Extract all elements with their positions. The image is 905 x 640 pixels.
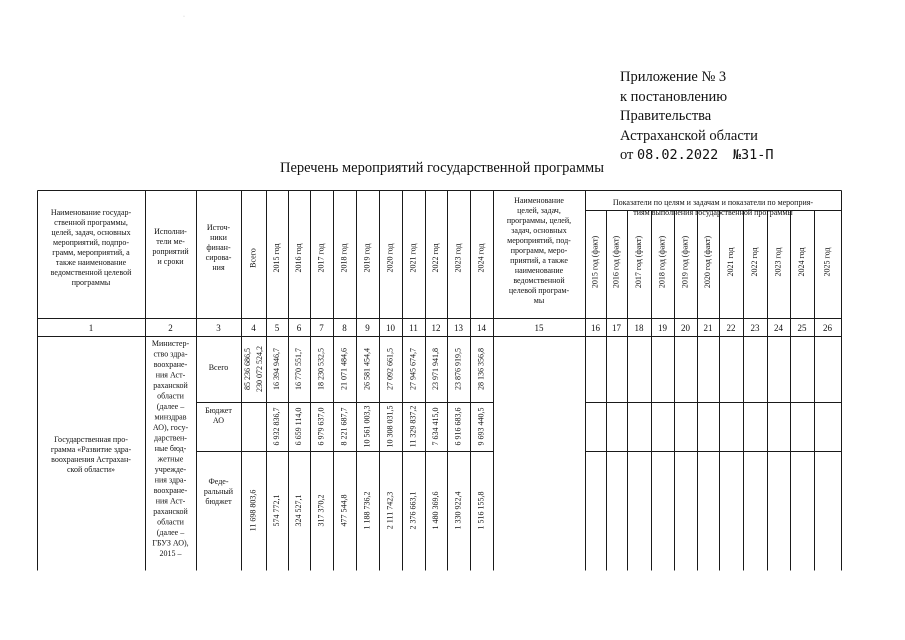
column-number: 20 [681,323,690,333]
header-funding-source: финан- [206,243,231,252]
appendix-number: №31-П [732,147,774,163]
header-finance-year: 2021 год [408,243,418,273]
program-name-text: Государственная про- [54,435,128,444]
column-number: 3 [216,323,221,333]
finance-value: 1 480 369,6 [430,491,440,530]
finance-value: 23 876 919,5 [453,348,463,390]
appendix-date-line [620,146,773,166]
column-number: 24 [774,323,783,333]
header-program-name: программы [71,278,111,287]
program-table [37,190,842,571]
executors-text: воохране- [153,360,188,369]
header-program-name: грамм, мероприятий, а [52,248,130,257]
program-name-text: ской области» [66,465,116,474]
executors-text: ния Аст- [155,496,186,506]
executors-text: области [157,391,184,401]
program-name-text: воохранения Астрахан- [51,455,131,464]
header-finance-year: 2023 год [453,243,463,273]
finance-value: 16 770 551,7 [293,348,303,390]
finance-value: 1 188 736,2 [362,491,372,530]
column-number: 25 [797,323,807,333]
finance-value: 28 136 356,8 [476,348,486,390]
header-executors: Исполни- [154,227,187,236]
finance-value: 317 370,2 [316,494,326,527]
funding-source-label: ральный [203,487,234,496]
table-grid [37,190,842,571]
finance-value: 2 376 663,1 [408,491,418,530]
program-name-text: грамма «Развитие здра- [50,445,132,454]
finance-value: 9 693 440,5 [476,407,486,446]
header-funding-source: ния [212,263,225,272]
executors-text: (далее – [156,528,185,537]
executors-text: дарствен- [154,433,187,443]
header-indicator-year: 2025 год [822,247,832,277]
column-number: 5 [274,323,280,333]
header-program-name: Наименование государ- [50,208,132,217]
funding-source-label: Феде- [208,477,229,486]
column-number: 6 [296,323,302,333]
executors-text: области [157,517,184,527]
header-indicator-year: 2022 год [749,247,759,277]
header-program-name: ственной программы, [54,218,128,227]
finance-value: 16 394 946,7 [271,348,281,390]
funding-source-label: Бюджет [205,406,232,415]
header-goals-name: Наименование [514,196,564,205]
funding-source-label: бюджет [205,497,232,506]
header-finance-year: 2017 год [316,243,326,273]
finance-value: 1 516 155,8 [476,491,486,530]
executors-text: 2015 – [159,549,182,558]
header-indicator-year: 2024 год [796,247,806,277]
executors-text: минздрав [154,412,187,422]
column-number: 2 [168,323,173,333]
header-indicator-year: 2015 год (факт) [590,235,600,289]
header-goals-name: ведомственной [513,276,565,285]
header-indicator-year: 2021 год [725,247,735,277]
document-title: Перечень мероприятий государственной программы [280,160,604,176]
column-number: 8 [342,323,347,333]
finance-value: 6 659 114,0 [293,407,303,446]
executors-text: АО), госу- [152,423,189,432]
executors-text: (далее – [156,402,185,411]
column-number: 26 [823,323,832,333]
header-funding-source: сирова- [205,253,232,262]
header-goals-name: целей, задач, [517,206,561,215]
finance-value: 477 544,8 [339,494,349,527]
column-number: 23 [750,323,760,333]
header-goals-name: целевой програм- [508,286,570,295]
executors-text: раханской [153,381,188,390]
header-goals-name: программ, меро- [510,246,568,255]
header-executors: роприятий [152,247,189,256]
header-finance-year: 2022 год [430,243,440,273]
column-number: 4 [251,323,256,333]
finance-value: 6 916 683,6 [453,407,463,446]
header-indicator-year: 2016 год (факт) [611,235,621,289]
header-goals-name: наименование [514,266,564,275]
finance-value: 23 971 941,8 [430,348,440,390]
header-goals-name: мы [533,296,545,305]
header-goals-name: программы, целей, [506,216,572,225]
header-finance-year: 2024 год [476,243,486,273]
column-number: 7 [319,323,324,333]
finance-value: 18 230 532,5 [316,348,326,390]
finance-value: 230 072 524,2 [254,346,264,392]
column-number: 22 [726,323,736,333]
column-number: 21 [703,323,713,333]
header-executors: тели ме- [156,237,185,246]
header-program-name: целей, задач, основных [51,228,131,237]
header-goals-name: мероприятий, под- [507,236,571,245]
header-indicator-year: 2020 год (факт) [702,235,712,289]
header-finance-year: 2018 год [339,243,349,273]
column-number: 14 [477,323,486,333]
executors-text: Министер- [151,339,190,348]
appendix-line-3: Правительства [620,108,712,124]
header-funding-source: Источ- [206,223,231,232]
column-number: 11 [409,323,418,333]
executors-text: ство здра- [153,349,188,359]
column-number: 12 [431,323,441,333]
finance-value: 11 329 837,2 [408,405,418,448]
finance-value: 8 221 687,7 [339,407,349,446]
appendix-line-4: Астраханской области [620,127,758,144]
finance-value: 6 932 836,7 [271,407,281,446]
appendix-line-2: к постановлению [620,88,728,105]
finance-value: 7 634 415,0 [430,407,440,446]
executors-text: ные бюд- [154,444,187,453]
finance-value: 10 561 003,3 [362,405,372,448]
header-funding-source: ники [210,233,227,242]
executors-text: воохране- [153,486,188,495]
column-number: 15 [534,323,544,333]
finance-value: 21 071 484,6 [339,348,349,390]
header-indicators: тиям выполнения государственной программы [633,208,793,217]
header-finance-year: 2016 год [293,243,303,273]
header-indicator-year: 2017 год (факт) [633,235,643,289]
executors-text: ГБУЗ АО), [152,538,189,548]
header-finance-year: Всего [248,248,258,268]
column-number: 19 [658,323,667,333]
finance-value: 324 527,1 [293,494,303,527]
header-goals-name: приятий, а также [510,256,568,265]
header-finance-year: 2020 год [385,243,395,273]
finance-value: 27 945 674,7 [408,348,418,390]
finance-value: 85 236 686,5 [242,348,252,390]
column-number: 1 [88,323,94,333]
finance-value: 26 581 454,4 [362,348,372,390]
executors-text: ния здра- [154,475,187,485]
column-number: 10 [386,323,395,333]
header-goals-name: задач, основных [511,226,567,235]
appendix-date-prefix: от [620,147,634,163]
executors-text: раханской [153,507,188,516]
finance-value: 6 979 637,0 [316,407,326,446]
header-finance-year: 2015 год [271,243,281,273]
finance-value: 2 111 742,3 [385,491,395,530]
executors-text: учрежде- [154,465,187,474]
funding-source-label: Всего [208,363,229,372]
header-program-name: также наименование [55,258,127,267]
finance-value: 574 772,1 [271,494,281,527]
appendix-block [620,68,773,166]
appendix-line-1: Приложение № 3 [620,69,727,85]
header-program-name: ведомственной целевой [50,268,132,277]
header-program-name: мероприятий, подпро- [53,238,129,247]
header-indicator-year: 2018 год (факт) [657,235,667,289]
executors-text: ния Аст- [155,370,186,380]
column-number: 9 [365,323,370,333]
column-number: 18 [634,323,644,333]
finance-value: 11 698 803,6 [248,489,258,532]
column-number: 17 [612,323,621,333]
finance-value: 27 092 661,5 [385,348,395,390]
column-number: 16 [591,323,600,333]
column-number: 13 [454,323,463,333]
header-finance-year: 2019 год [362,243,372,273]
finance-value: 1 330 922,4 [453,491,463,530]
finance-value: 10 308 031,5 [385,405,395,448]
scan-speck: · [183,14,185,20]
header-indicator-year: 2023 год [773,247,783,277]
header-executors: и сроки [157,257,184,266]
appendix-date: 08.02.2022 [637,147,719,163]
executors-text: жетные [157,454,184,464]
header-indicator-year: 2019 год (факт) [680,235,690,289]
header-indicators: Показатели по целям и задачам и показатели по мероприя- [612,198,814,207]
funding-source-label: АО [212,416,225,425]
